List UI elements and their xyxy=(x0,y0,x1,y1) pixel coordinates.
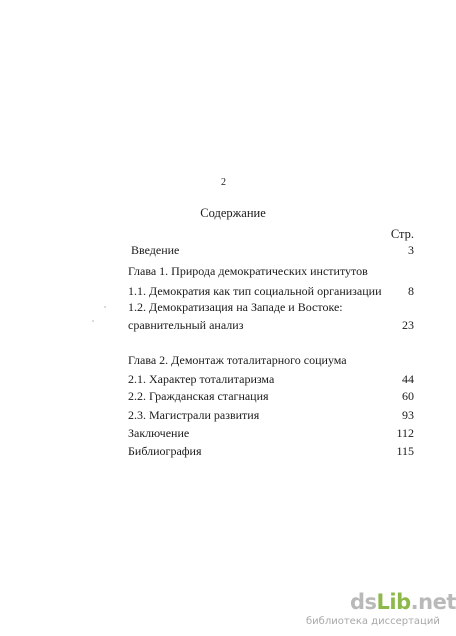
page-column-header: Стр. xyxy=(390,227,414,241)
toc-entry-label: Введение xyxy=(131,243,180,257)
toc-entry-label: 2.1. Характер тоталитаризма xyxy=(128,372,275,386)
toc-entry-label: Глава 2. Демонтаж тоталитарного социума xyxy=(128,353,347,367)
toc-entry-label: 1.2. Демократизация на Западе и Востоке: xyxy=(128,300,343,314)
toc-entry-page: 44 xyxy=(402,372,414,386)
toc-entry-page: 8 xyxy=(408,284,414,298)
scan-speck xyxy=(104,306,106,308)
toc-entry-page: 60 xyxy=(402,389,414,403)
dslib-watermark xyxy=(306,590,456,630)
toc-entry-page: 93 xyxy=(402,408,414,422)
toc-entry-label: 2.2. Гражданская стагнация xyxy=(128,389,269,403)
toc-entry-page: 115 xyxy=(396,444,414,458)
page-title: Содержание xyxy=(200,206,266,220)
dslib-logo: dsLib.net xyxy=(350,590,456,614)
toc-entry-label: Глава 1. Природа демократических институтов xyxy=(128,264,368,278)
toc-entry-label: Библиография xyxy=(128,444,202,458)
toc-entry-page: 23 xyxy=(402,318,414,332)
toc-entry-label: сравнительный анализ xyxy=(128,318,244,332)
scan-speck xyxy=(92,320,94,322)
page-number: 2 xyxy=(221,177,226,188)
toc-entry-label: 1.1. Демократия как тип социальной организации xyxy=(128,284,382,298)
toc-entry-page: 112 xyxy=(396,426,414,440)
toc-entry-label: Заключение xyxy=(128,426,190,440)
toc-entry-label: 2.3. Магистрали развития xyxy=(128,408,260,422)
toc-entry-page: 3 xyxy=(408,243,414,257)
dslib-subtitle: библиотека диссертаций xyxy=(306,616,440,627)
